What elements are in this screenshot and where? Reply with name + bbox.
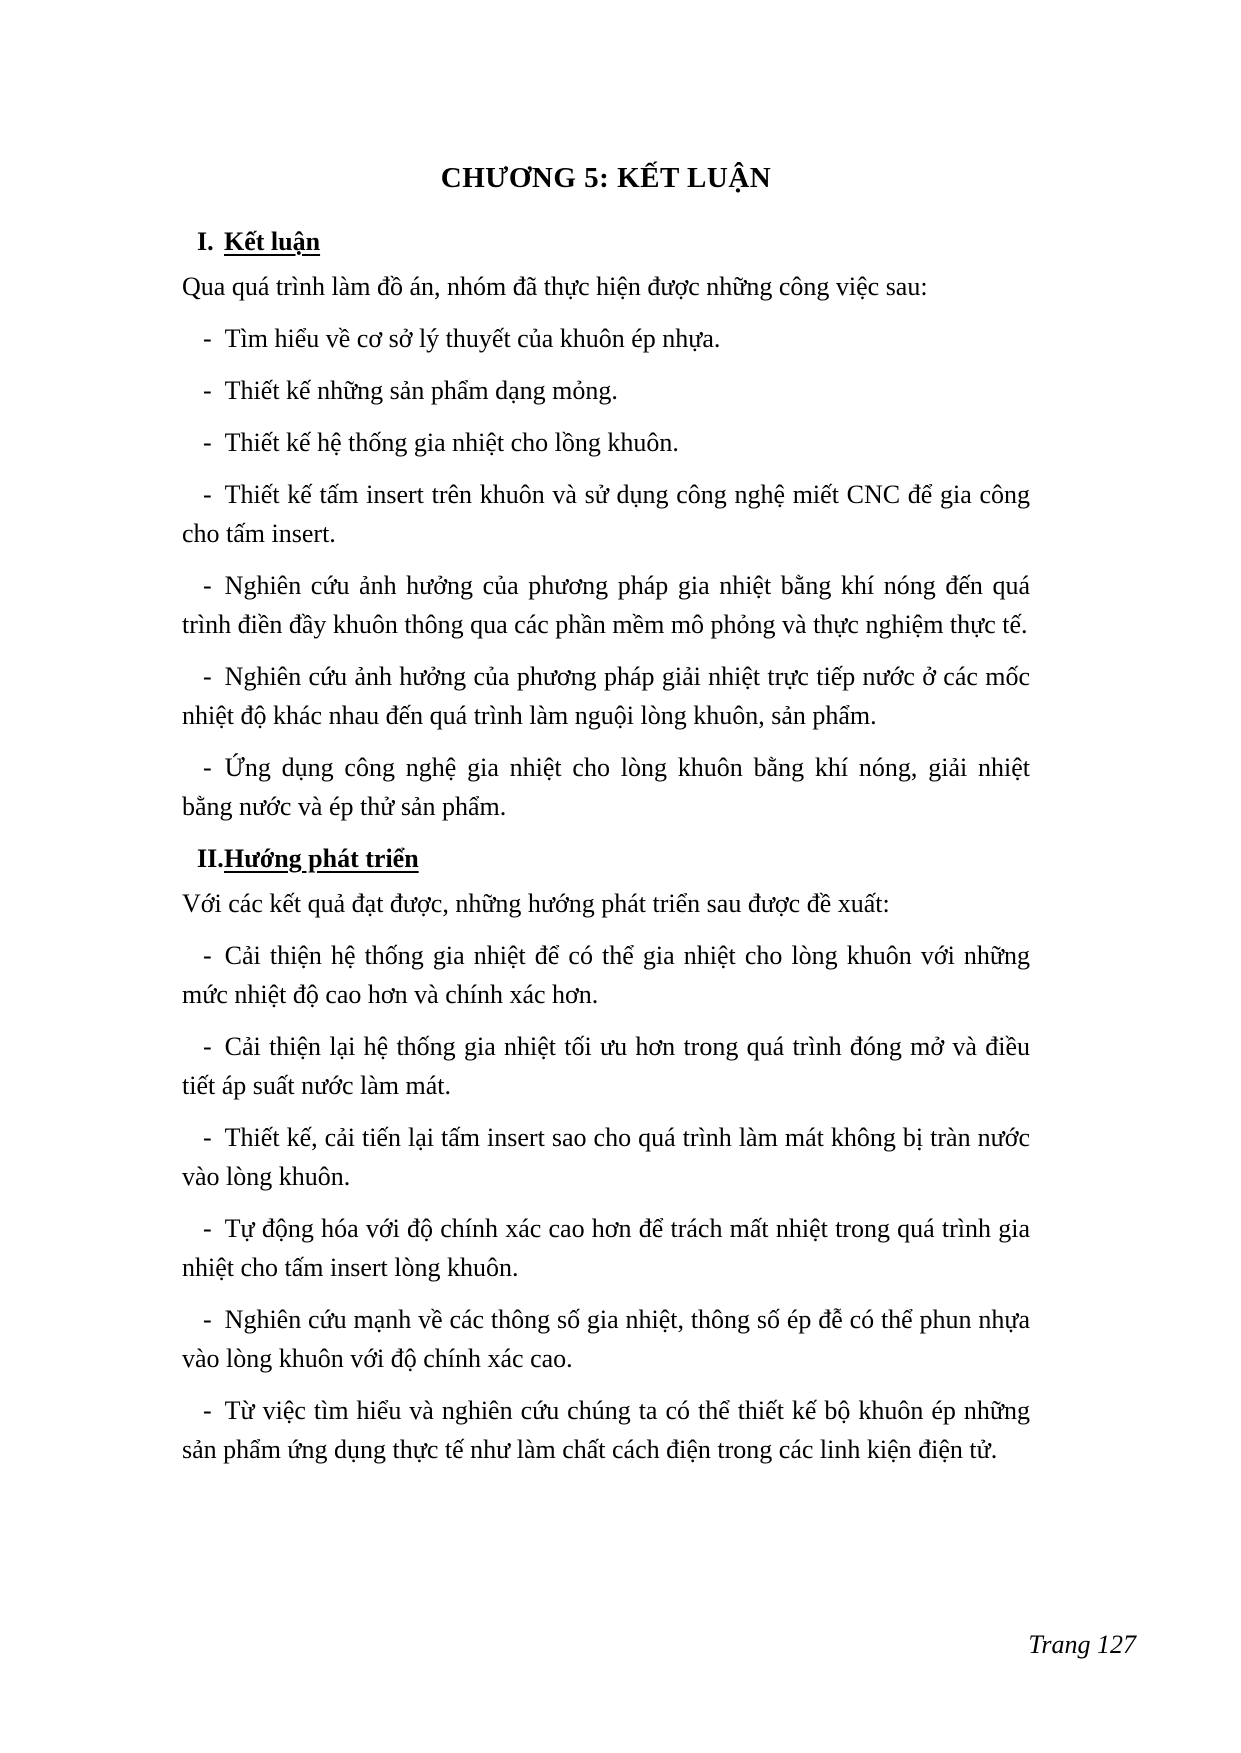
section-heading-text: Kết luận <box>224 227 321 256</box>
bullet-dash: - <box>203 1032 212 1061</box>
bullet-dash: - <box>203 753 212 782</box>
bullet-item <box>182 936 1030 1014</box>
bullet-item <box>182 657 1030 735</box>
bullet-item <box>182 1027 1030 1105</box>
section-number: I. <box>197 227 214 256</box>
bullet-text: Thiết kế tấm insert trên khuôn và sử dụng công nghệ miết CNC để gia công cho tấm insert. <box>182 480 1030 548</box>
bullet-item <box>182 566 1030 644</box>
bullet-dash: - <box>203 1123 212 1152</box>
page-content <box>182 160 1030 1482</box>
bullet-text: Từ việc tìm hiểu và nghiên cứu chúng ta có thể thiết kế bộ khuôn ép những sản phẩm ứng dụng thực tế như làm chất cách điện trong các linh kiện điện tử. <box>182 1396 1030 1464</box>
bullet-dash: - <box>203 1396 212 1425</box>
bullet-item <box>182 475 1030 553</box>
section-heading-text: Hướng phát triển <box>224 844 419 873</box>
bullet-dash: - <box>203 480 212 509</box>
bullet-text: Tìm hiểu về cơ sở lý thuyết của khuôn ép nhựa. <box>224 324 721 353</box>
section-intro: Qua quá trình làm đồ án, nhóm đã thực hiện được những công việc sau: <box>182 272 928 301</box>
bullet-text: Cải thiện hệ thống gia nhiệt để có thể gia nhiệt cho lòng khuôn với những mức nhiệt độ cao hơn và chính xác hơn. <box>182 941 1030 1009</box>
bullet-text: Thiết kế hệ thống gia nhiệt cho lồng khuôn. <box>224 428 679 457</box>
bullet-item <box>182 1209 1030 1287</box>
bullet-text: Tự động hóa với độ chính xác cao hơn để trách mất nhiệt trong quá trình gia nhiệt cho tấm insert lòng khuôn. <box>182 1214 1030 1282</box>
bullet-text: Nghiên cứu mạnh về các thông số gia nhiệt, thông số ép đễ có thể phun nhựa vào lòng khuôn với độ chính xác cao. <box>182 1305 1030 1373</box>
bullet-dash: - <box>203 941 212 970</box>
bullet-text: Ứng dụng công nghệ gia nhiệt cho lòng khuôn bằng khí nóng, giải nhiệt bằng nước và ép thử sản phẩm. <box>182 753 1030 821</box>
section-heading-1 <box>182 222 1030 261</box>
bullet-dash: - <box>203 324 212 353</box>
bullet-item <box>182 371 1030 410</box>
section-heading-2 <box>182 839 1030 878</box>
bullet-text: Cải thiện lại hệ thống gia nhiệt tối ưu hơn trong quá trình đóng mở và điều tiết áp suất nước làm mát. <box>182 1032 1030 1100</box>
page-number-footer: Trang 127 <box>1028 1630 1136 1659</box>
bullet-item <box>182 748 1030 826</box>
bullet-dash: - <box>203 1214 212 1243</box>
bullet-text: Nghiên cứu ảnh hưởng của phương pháp gia nhiệt bằng khí nóng đến quá trình điền đầy khuôn thông qua các phần mềm mô phỏng và thực nghiệm thực tế. <box>182 571 1030 639</box>
bullet-dash: - <box>203 571 212 600</box>
page-title: CHƯƠNG 5: KẾT LUẬN <box>440 162 772 194</box>
bullet-item <box>182 1118 1030 1196</box>
bullet-item <box>182 1391 1030 1469</box>
bullet-dash: - <box>203 662 212 691</box>
bullet-dash: - <box>203 1305 212 1334</box>
bullet-text: Thiết kế, cải tiến lại tấm insert sao cho quá trình làm mát không bị tràn nước vào lòng khuôn. <box>182 1123 1030 1191</box>
bullet-dash: - <box>203 428 212 457</box>
bullet-item <box>182 1300 1030 1378</box>
section-number: II. <box>197 844 224 873</box>
bullet-dash: - <box>203 376 212 405</box>
bullet-text: Thiết kế những sản phẩm dạng mỏng. <box>224 376 618 405</box>
bullet-item <box>182 423 1030 462</box>
bullet-item <box>182 319 1030 358</box>
section-intro: Với các kết quả đạt được, những hướng phát triển sau được đề xuất: <box>182 889 890 918</box>
bullet-text: Nghiên cứu ảnh hưởng của phương pháp giải nhiệt trực tiếp nước ở các mốc nhiệt độ khác nhau đến quá trình làm nguội lòng khuôn, sản phẩm. <box>182 662 1030 730</box>
